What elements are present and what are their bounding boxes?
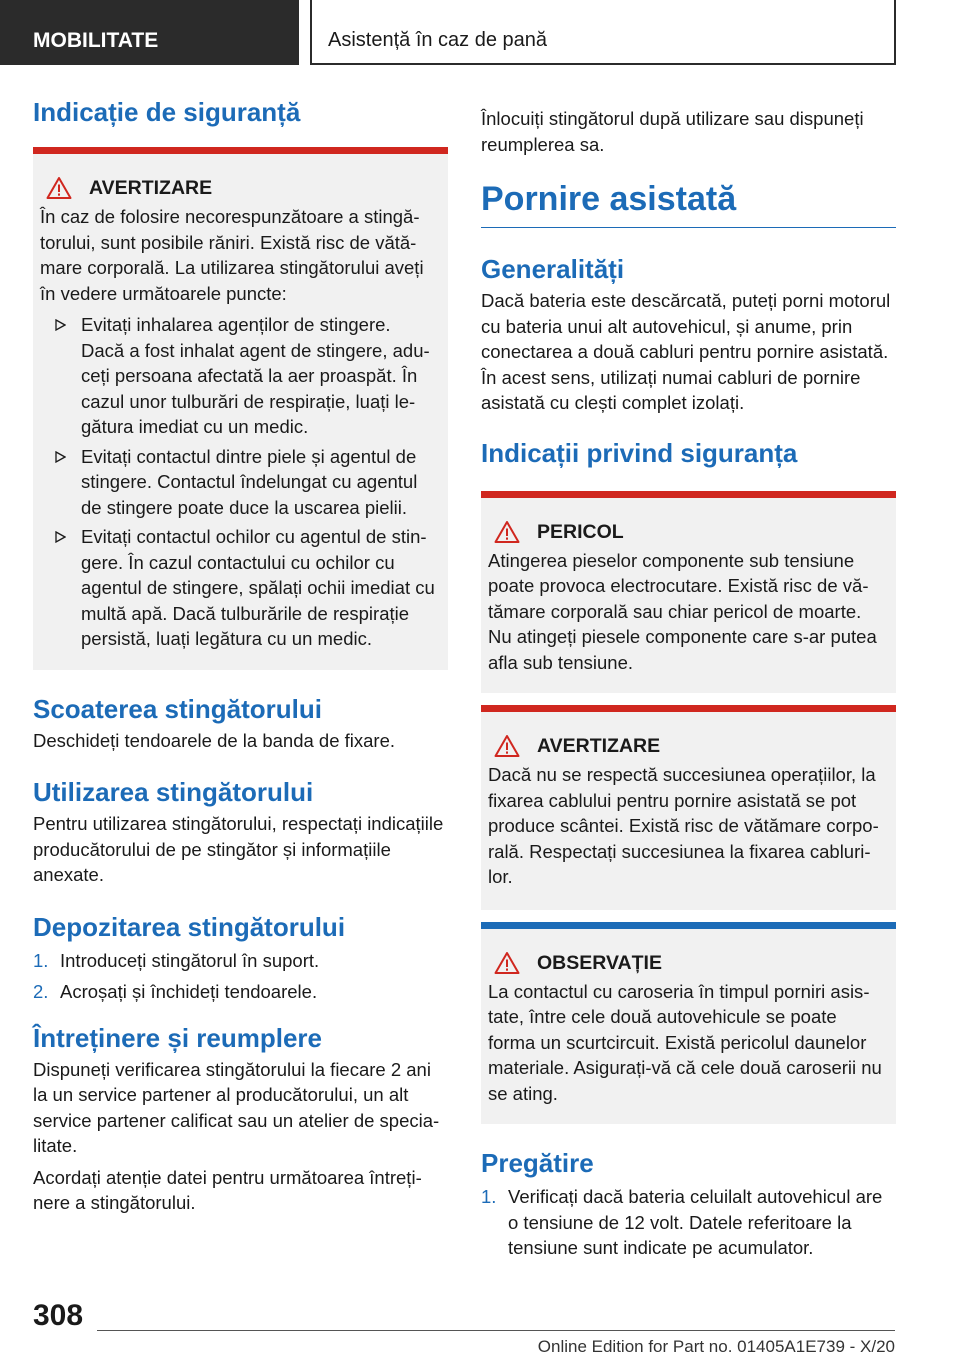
danger-label: PERICOL bbox=[537, 520, 624, 543]
section-tab bbox=[0, 0, 299, 65]
general-heading: Generalități bbox=[481, 254, 625, 284]
safety-heading: Indicație de siguranță bbox=[33, 97, 301, 127]
step-number: 1. bbox=[33, 949, 49, 971]
bullet-triangle-icon bbox=[40, 312, 81, 440]
bullet-text: Evitați contactul ochilor cu agentul de stingere. În cazul contactului cu ochilor cu agentul de stingere, spălați ochii imediat cu multă apă. Dacă tulburările de respirație persistă, luați legătura cu un medic. bbox=[81, 526, 435, 649]
remove-text: Deschideți tendoarele de la banda de fixare. bbox=[33, 729, 396, 751]
step-text: Verificați dacă bateria celuilalt autovehicul are o tensiune de 12 volt. Datele referitoare la tensiune sunt indicate pe acumulator. bbox=[508, 1186, 883, 1258]
remove-heading: Scoaterea stingătorului bbox=[33, 693, 322, 724]
step-number: 2. bbox=[33, 981, 49, 1002]
notice-text: La contactul cu caroseria în timpul porniri asistate, între cele două autovehicule se poate forma un scurtcircuit. Există pericolul daunelor materiale. Asigurați-vă că cele două caroserii nu se ating. bbox=[488, 980, 882, 1104]
section-title: MOBILITATE bbox=[33, 29, 159, 52]
warning-text: Dacă nu se respectă succesiunea operațiilor, la fixarea cablului pentru pornire asistată se pot produce scântei. Există risc de vătămare corporală. Respectați succesiunea la fixarea cablurilor. bbox=[488, 764, 879, 887]
warning-box bbox=[33, 147, 448, 670]
danger-box-header bbox=[488, 518, 883, 546]
list-item bbox=[33, 948, 448, 974]
warning-box-header bbox=[40, 174, 435, 202]
list-item bbox=[33, 979, 448, 1005]
store-steps bbox=[33, 948, 448, 1005]
use-heading: Utilizarea stingătorului bbox=[33, 777, 314, 807]
replace-text: Înlocuiți stingătorul după utilizare sau dispuneți reumplerea sa. bbox=[481, 108, 864, 155]
page-number: 308 bbox=[33, 1299, 84, 1332]
warning-triangle-icon bbox=[46, 176, 72, 200]
subsection-title: Asistență în caz de pană bbox=[328, 29, 548, 51]
maintenance-heading: Întreținere și reumplere bbox=[33, 1022, 322, 1053]
danger-box bbox=[481, 491, 896, 694]
safety-notes-heading: Indicații privind siguranța bbox=[481, 437, 798, 468]
warning-label: AVERTIZARE bbox=[537, 735, 661, 757]
use-text: Pentru utilizarea stingătorului, respectați indicațiile producătorului de pe stingător și informațiile anexate. bbox=[33, 813, 444, 885]
warning-box bbox=[481, 705, 896, 910]
jump-start-heading: Pornire asistată bbox=[481, 180, 737, 218]
maintenance-text: Dispuneți verificarea stingătorului la fiecare 2 ani la un service partener al producătorului, un alt service partener calificat sau un atelier de specialitate. bbox=[33, 1058, 440, 1156]
warning-triangle-icon bbox=[494, 734, 520, 758]
preparation-heading: Pregătire bbox=[481, 1148, 594, 1178]
heading-divider bbox=[481, 227, 896, 228]
list-item bbox=[481, 1184, 896, 1261]
step-number: 1. bbox=[481, 1186, 497, 1207]
warning-box-header bbox=[488, 732, 883, 760]
footer-divider bbox=[97, 1330, 895, 1331]
bullet-triangle-icon bbox=[40, 444, 81, 521]
store-heading: Depozitarea stingătorului bbox=[33, 911, 346, 942]
preparation-steps bbox=[481, 1184, 896, 1261]
bullet-text: Evitați inhalarea agenților de stingere. Dacă a fost inhalat agent de stingere, aduceți persoana afectată la aer proaspăt. În cazul unor tulburări de respirație, luați legătura imediat cu un medic. bbox=[81, 314, 430, 437]
subsection-tab bbox=[310, 0, 896, 65]
warning-bullet-list bbox=[40, 312, 435, 652]
notice-label: OBSERVAȚIE bbox=[537, 951, 662, 974]
general-text: Dacă bateria este descărcată, puteți porni motorul cu bateria unui alt autovehicul, și anume, prin conectarea a două cabluri pentru pornire asistată. În acest sens, utilizați numai cabluri de pornire asistată cu clești complet izolați. bbox=[481, 290, 891, 413]
warning-triangle-icon bbox=[494, 951, 520, 975]
warning-intro: În caz de folosire necorespunzătoare a stingătorului, sunt posibile răniri. Există risc de vătămare corporală. La utilizarea stingătorului aveți în vedere următoarele puncte: bbox=[40, 206, 424, 304]
edition-note: Online Edition for Part no. 01405A1E739 - X/20 bbox=[537, 1337, 895, 1356]
maintenance-date-text: Acordați atenție datei pentru următoarea întreținere a stingătorului. bbox=[33, 1166, 422, 1213]
list-item bbox=[40, 444, 435, 521]
danger-text: Atingerea pieselor componente sub tensiune poate provoca electrocutare. Există risc de vătămare corporală sau chiar pericol de moarte. Nu atingeți piesele componente care s-ar putea afla sub tensiune. bbox=[488, 549, 877, 673]
left-column bbox=[33, 95, 448, 1216]
warning-triangle-icon bbox=[494, 520, 520, 544]
step-text: Acroșați și închideți tendoarele. bbox=[60, 981, 318, 1002]
list-item bbox=[40, 312, 435, 440]
list-item bbox=[40, 524, 435, 652]
step-text: Introduceți stingătorul în suport. bbox=[60, 949, 320, 971]
warning-label: AVERTIZARE bbox=[89, 177, 213, 199]
right-column bbox=[481, 106, 896, 1267]
notice-box bbox=[481, 922, 896, 1125]
notice-box-header bbox=[488, 949, 883, 977]
bullet-triangle-icon bbox=[40, 524, 81, 652]
bullet-text: Evitați contactul dintre piele și agentul de stingere. Contactul îndelungat cu agentul de stingere poate duce la uscarea pielii. bbox=[81, 445, 418, 518]
